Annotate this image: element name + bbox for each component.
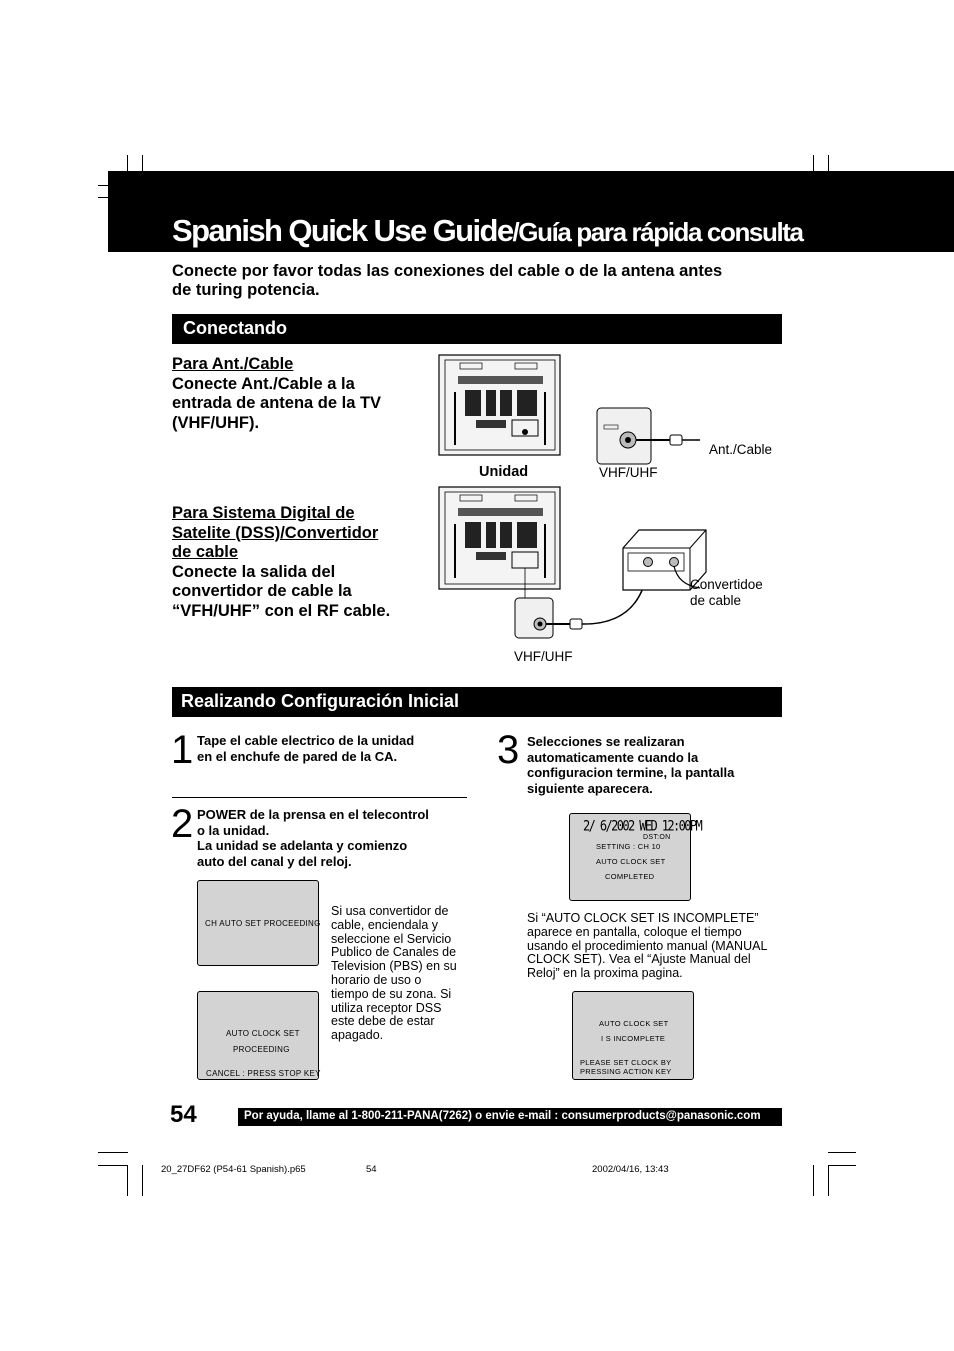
tv-screen-clock-proceeding bbox=[197, 991, 319, 1080]
page-number: 54 bbox=[170, 1101, 197, 1128]
intro-text bbox=[172, 262, 782, 300]
screen-text: AUTO CLOCK SET bbox=[226, 1029, 300, 1038]
tv-back-panel-icon bbox=[439, 487, 560, 598]
page-title bbox=[172, 213, 803, 249]
note-line: tiempo de su zona. Si bbox=[331, 986, 452, 1001]
note-line: usando el procedimiento manual (MANUAL bbox=[527, 938, 768, 953]
ant-cable-instructions bbox=[172, 355, 432, 433]
note-line: este debe de estar bbox=[331, 1014, 435, 1029]
converter-note bbox=[331, 905, 471, 1043]
ant-cable-heading: Para Ant./Cable bbox=[172, 355, 294, 373]
intro-line: Conecte por favor todas las conexiones del cable o de la antena antes bbox=[172, 262, 723, 280]
screen-text: PRESSING ACTION KEY bbox=[580, 1067, 672, 1076]
screen-text: AUTO CLOCK SET bbox=[596, 857, 666, 866]
page-title-sub: /Guía para rápida consulta bbox=[512, 217, 803, 247]
dss-heading: Satelite (DSS)/Convertidor bbox=[172, 523, 379, 542]
step-line: automaticamente cuando la bbox=[527, 749, 699, 765]
dss-heading: Para Sistema Digital de bbox=[172, 504, 355, 522]
note-line: Si “AUTO CLOCK SET IS INCOMPLETE” bbox=[527, 911, 759, 925]
dss-line: “VFH/UHF” con el RF cable. bbox=[172, 601, 391, 620]
crop-mark bbox=[142, 1165, 143, 1196]
ant-cable-label: Ant./Cable bbox=[709, 442, 773, 457]
section-title-setup: Realizando Configuración Inicial bbox=[181, 691, 460, 711]
crop-mark bbox=[828, 1165, 856, 1166]
tv-screen-clock-completed bbox=[569, 813, 702, 901]
intro-line: de turing potencia. bbox=[172, 281, 320, 299]
note-line: Reloj” en la proxima pagina. bbox=[527, 966, 683, 981]
step-line: siguiente aparecera. bbox=[527, 780, 653, 796]
file-page: 54 bbox=[366, 1164, 377, 1175]
screen-text: PROCEEDING bbox=[233, 1045, 290, 1054]
ant-cable-line: entrada de antena de la TV bbox=[172, 394, 382, 412]
note-line: CLOCK SET). Vea el “Ajuste Manual del bbox=[527, 952, 751, 967]
crop-mark bbox=[813, 1165, 814, 1196]
step-line: configuracion termine, la pantalla bbox=[527, 765, 735, 780]
note-line: Television (PBS) en su bbox=[331, 959, 457, 974]
note-line: seleccione el Servicio bbox=[331, 931, 452, 946]
screen-text: CANCEL : PRESS STOP KEY bbox=[206, 1069, 321, 1078]
step-line: Tape el cable electrico de la unidad bbox=[197, 733, 415, 748]
incomplete-note bbox=[527, 912, 787, 981]
step-number: 3 bbox=[497, 728, 520, 772]
vhf-uhf-label: VHF/UHF bbox=[514, 649, 573, 664]
step-line: o la unidad. bbox=[197, 822, 270, 838]
ant-cable-line: (VHF/UHF). bbox=[172, 413, 260, 432]
file-name: 20_27DF62 (P54-61 Spanish).p65 bbox=[161, 1164, 306, 1175]
step2-text bbox=[197, 807, 467, 869]
note-line: aparece en pantalla, coloque el tiempo bbox=[527, 924, 742, 939]
page-title-main: Spanish Quick Use Guide bbox=[172, 213, 513, 248]
crop-mark bbox=[98, 1165, 128, 1166]
section-title-connecting: Conectando bbox=[183, 318, 288, 338]
ant-cable-line: Conecte Ant./Cable a la bbox=[172, 374, 355, 393]
screen-text: AUTO CLOCK SET bbox=[599, 1019, 669, 1028]
note-line: Publico de Canales de bbox=[331, 945, 457, 960]
step-line: Selecciones se realizaran bbox=[527, 734, 685, 749]
vhf-uhf-label: VHF/UHF bbox=[599, 465, 658, 480]
tv-back-panel-icon bbox=[439, 355, 560, 455]
note-line: cable, enciendala y bbox=[331, 917, 439, 932]
help-contact-text: Por ayuda, llame al 1-800-211-PANA(7262) o envie e-mail : consumerproducts@panasonic.com bbox=[244, 1110, 761, 1122]
step3-text bbox=[527, 734, 787, 796]
converter-label bbox=[690, 577, 763, 609]
vhf-uhf-connector-icon bbox=[597, 408, 700, 464]
screen-text: I S INCOMPLETE bbox=[601, 1034, 666, 1043]
converter-label-line: Convertidoe bbox=[690, 577, 763, 592]
screen-text: CH AUTO SET PROCEEDING bbox=[205, 919, 321, 928]
crop-mark bbox=[828, 1152, 856, 1153]
file-timestamp: 2002/04/16, 13:43 bbox=[592, 1164, 669, 1175]
step-line: en el enchufe de pared de la CA. bbox=[197, 748, 398, 764]
screen-text: PLEASE SET CLOCK BY bbox=[580, 1058, 672, 1067]
note-line: utiliza receptor DSS bbox=[331, 1000, 442, 1015]
screen-text: COMPLETED bbox=[605, 872, 655, 881]
note-line: Si usa convertidor de bbox=[331, 904, 449, 918]
dss-line: Conecte la salida del bbox=[172, 562, 336, 581]
dss-heading: de cable bbox=[172, 543, 239, 561]
note-line: apagado. bbox=[331, 1028, 384, 1043]
dss-instructions bbox=[172, 504, 432, 621]
crop-mark bbox=[828, 1165, 829, 1196]
step-line: La unidad se adelanta y comienzo bbox=[197, 838, 408, 853]
step-line: auto del canal y del reloj. bbox=[197, 853, 352, 869]
step-line: POWER de la prensa en el telecontrol bbox=[197, 807, 429, 822]
crop-mark bbox=[98, 1152, 128, 1153]
screen-text: SETTING : CH 10 bbox=[596, 842, 661, 851]
step-number: 2 bbox=[171, 802, 194, 846]
note-line: horario de uso o bbox=[331, 972, 422, 987]
tv-screen-clock-incomplete bbox=[572, 991, 694, 1080]
divider bbox=[172, 797, 467, 798]
step1-text bbox=[197, 733, 467, 764]
unit-label: Unidad bbox=[479, 464, 529, 480]
tv-screen-ch-auto-set bbox=[197, 880, 319, 966]
crop-mark bbox=[127, 1165, 128, 1196]
dss-line: convertidor de cable la bbox=[172, 582, 352, 600]
screen-text: DST:ON bbox=[643, 834, 671, 841]
step-number: 1 bbox=[171, 728, 194, 772]
screen-datetime: 2/ 6/2002 WED 12:00PM bbox=[583, 817, 702, 835]
converter-label-line: de cable bbox=[690, 593, 742, 608]
